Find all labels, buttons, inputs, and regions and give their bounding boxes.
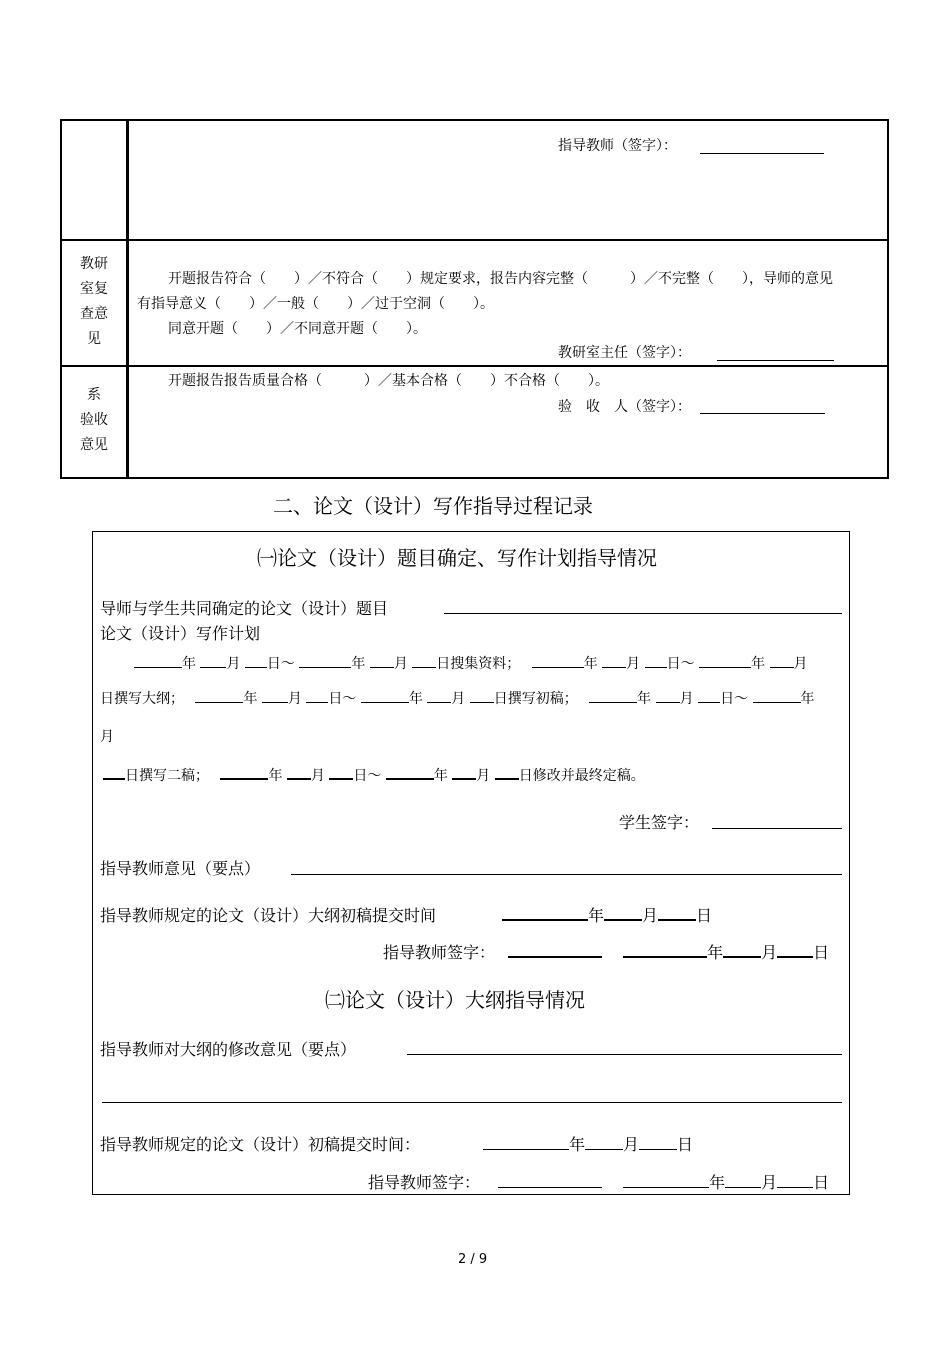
outline-deadline-label: 指导教师规定的论文（设计）大纲初稿提交时间 xyxy=(100,906,437,925)
outline-deadline-date: 年 月 日 xyxy=(502,903,712,926)
draft-deadline-date: 年 月 日 xyxy=(483,1132,693,1155)
row2-sign-label: 教研室主任（签字）： xyxy=(558,345,691,361)
table-top-border xyxy=(60,119,889,121)
draft-deadline-label: 指导教师规定的论文（设计）初稿提交时间： xyxy=(100,1135,421,1154)
row2-line3: 同意开题（ ）／不同意开题（ ）。 xyxy=(168,321,427,337)
plan-line-2: 日撰写大纲； 年 月 日～ 年 月 日撰写初稿； 年 月 日～ 年 xyxy=(100,691,815,707)
row2-line1: 开题报告符合（ ）／不符合（ ）规定要求，报告内容完整（ ）／不完整（ ），导师的意见 xyxy=(168,271,833,287)
sub1-title: ㈠论文（设计）题目确定、写作计划指导情况 xyxy=(257,546,657,570)
teacher-sign2-label: 指导教师签字： xyxy=(368,1173,481,1192)
section-title: 二、论文（设计）写作指导过程记录 xyxy=(273,494,593,518)
table-row-divider-1 xyxy=(60,239,889,241)
page-number: 2 / 9 xyxy=(458,1252,488,1267)
row2-sign-line[interactable] xyxy=(717,360,834,361)
plan-line-4: 日撰写二稿； 年 月 日～ 年 月 日修改并最终定稿。 xyxy=(103,765,645,785)
student-sign-label: 学生签字： xyxy=(619,813,700,832)
plan-line-3: 月 xyxy=(100,729,114,745)
table-row-divider-2 xyxy=(60,365,889,367)
row2-label: 教研 室复 查意 见 xyxy=(80,256,108,347)
topic-input-line[interactable] xyxy=(444,613,842,614)
plan-line-1: 年 月 日～ 年 月 日搜集资料； 年 月 日～ 年 月 xyxy=(134,653,808,673)
row3-line1: 开题报告报告质量合格（ ）／基本合格（ ）不合格（ ）。 xyxy=(168,373,609,389)
teacher-opinion-label: 指导教师意见（要点） xyxy=(100,859,261,878)
teacher-sign1-label: 指导教师签字： xyxy=(383,943,496,962)
plan-label: 论文（设计）写作计划 xyxy=(100,624,261,643)
teacher-sign1-date: 年 月 日 xyxy=(508,940,829,963)
row3-label: 系 验收 意见 xyxy=(80,387,108,453)
student-sign-line[interactable] xyxy=(712,828,842,829)
row1-sign-line[interactable] xyxy=(700,153,824,154)
teacher-sign2-date: 年 月 日 xyxy=(498,1170,829,1193)
table-right-border xyxy=(887,119,889,479)
table-column-divider xyxy=(126,119,129,479)
table-bottom-border xyxy=(60,477,889,479)
row3-sign-line[interactable] xyxy=(700,413,825,414)
outline-revise-line-2[interactable] xyxy=(102,1102,842,1103)
topic-label: 导师与学生共同确定的论文（设计）题目 xyxy=(100,599,389,618)
row3-sign-label: 验 收 人（签字）： xyxy=(558,399,691,415)
sub2-title: ㈡论文（设计）大纲指导情况 xyxy=(325,988,585,1012)
row1-sign-label: 指导教师（签字）： xyxy=(558,138,677,154)
outline-revise-label: 指导教师对大纲的修改意见（要点） xyxy=(100,1040,357,1059)
teacher-opinion-line[interactable] xyxy=(291,874,842,875)
outline-revise-line-1[interactable] xyxy=(407,1054,842,1055)
row2-line2: 有指导意义（ ）／一般（ ）／过于空洞（ ）。 xyxy=(137,296,494,312)
